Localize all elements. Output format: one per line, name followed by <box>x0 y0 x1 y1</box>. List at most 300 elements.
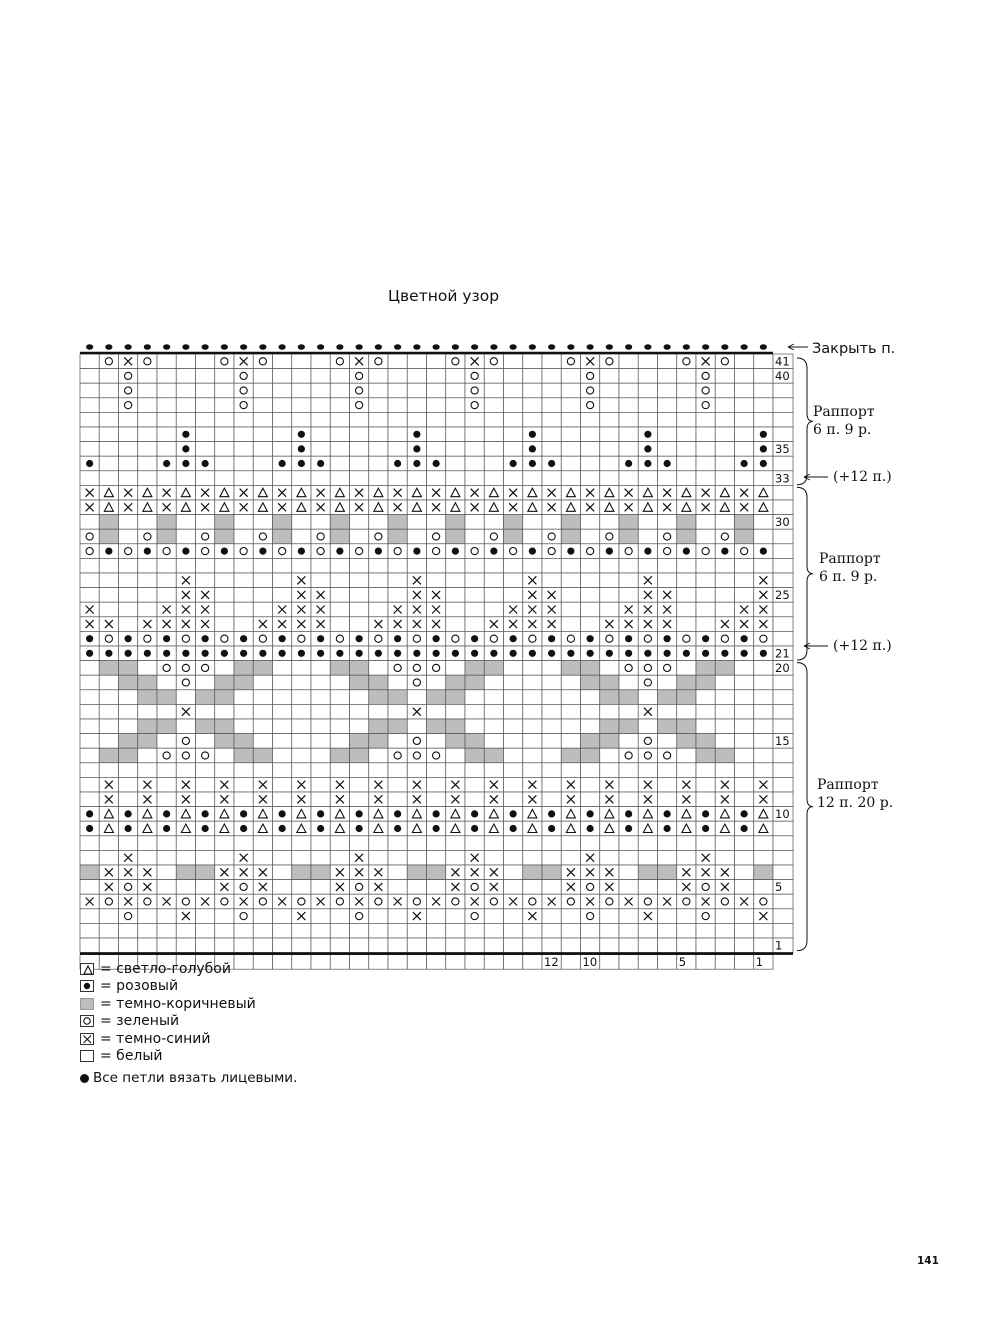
chart-cell <box>484 529 503 544</box>
chart-cell <box>196 354 215 369</box>
chart-cell <box>407 558 426 573</box>
dot-mark <box>86 810 93 817</box>
chart-cell <box>658 704 677 719</box>
dot-mark <box>356 650 363 657</box>
chart-cell <box>581 515 600 530</box>
chart-cell <box>754 354 773 369</box>
row-number-cell <box>773 675 793 690</box>
chart-cell <box>311 529 330 544</box>
chart-cell <box>253 573 272 588</box>
chart-cell <box>253 354 272 369</box>
dot-mark <box>105 548 112 555</box>
chart-cell <box>273 412 292 427</box>
bind-off-dot <box>182 344 189 350</box>
chart-cell <box>600 427 619 442</box>
bind-off-dot <box>298 344 305 350</box>
bind-off-dot <box>548 344 555 350</box>
chart-cell <box>696 938 715 953</box>
dot-mark <box>375 650 382 657</box>
chart-cell <box>715 442 734 457</box>
dot-mark <box>86 825 93 832</box>
chart-cell <box>388 515 407 530</box>
chart-cell <box>330 836 349 851</box>
chart-cell <box>735 412 754 427</box>
chart-cell <box>465 748 484 763</box>
bind-off-dot <box>86 344 93 350</box>
dot-mark <box>702 650 709 657</box>
chart-cell <box>234 573 253 588</box>
dot-mark <box>105 650 112 657</box>
chart-cell <box>484 631 503 646</box>
chart-cell <box>504 675 523 690</box>
chart-cell <box>484 894 503 909</box>
chart-cell <box>215 661 234 676</box>
chart-cell <box>484 719 503 734</box>
chart-cell <box>715 734 734 749</box>
row-number-cell <box>773 748 793 763</box>
chart-cell <box>253 675 272 690</box>
chart-cell <box>542 369 561 384</box>
chart-cell <box>581 923 600 938</box>
chart-cell <box>484 427 503 442</box>
chart-cell <box>273 763 292 778</box>
chart-cell <box>273 704 292 719</box>
chart-cell <box>638 719 657 734</box>
chart-cell <box>696 442 715 457</box>
chart-cell <box>196 544 215 559</box>
chart-cell <box>273 661 292 676</box>
chart-cell <box>677 617 696 632</box>
chart-cell <box>99 734 118 749</box>
bullet-icon <box>80 1074 89 1083</box>
chart-cell <box>542 909 561 924</box>
chart-cell <box>754 515 773 530</box>
chart-cell <box>388 850 407 865</box>
chart-cell <box>311 398 330 413</box>
chart-cell <box>658 938 677 953</box>
chart-cell <box>311 558 330 573</box>
dot-mark <box>144 548 151 555</box>
chart-cell <box>330 354 349 369</box>
chart-cell <box>407 631 426 646</box>
chart-cell <box>138 938 157 953</box>
chart-cell <box>253 398 272 413</box>
chart-cell <box>350 529 369 544</box>
chart-cell <box>157 558 176 573</box>
chart-cell <box>735 909 754 924</box>
chart-cell <box>581 442 600 457</box>
col-number-cell <box>407 955 426 970</box>
dot-mark <box>221 650 228 657</box>
chart-cell <box>465 617 484 632</box>
chart-cell <box>157 573 176 588</box>
legend-text-circle: = зеленый <box>100 1013 180 1030</box>
dot-mark <box>163 460 170 467</box>
chart-cell <box>638 734 657 749</box>
chart-cell <box>542 529 561 544</box>
chart-cell <box>350 602 369 617</box>
chart-cell <box>330 631 349 646</box>
chart-cell <box>600 675 619 690</box>
legend <box>80 960 256 1065</box>
chart-cell <box>581 369 600 384</box>
chart-cell <box>427 675 446 690</box>
chart-cell <box>523 675 542 690</box>
chart-cell <box>696 383 715 398</box>
chart-cell <box>99 894 118 909</box>
chart-cell <box>330 690 349 705</box>
dot-mark <box>356 635 363 642</box>
chart-cell <box>196 938 215 953</box>
chart-cell <box>99 836 118 851</box>
chart-cell <box>407 354 426 369</box>
chart-cell <box>638 880 657 895</box>
chart-cell <box>427 704 446 719</box>
chart-cell <box>369 938 388 953</box>
chart-cell <box>465 690 484 705</box>
chart-cell <box>234 734 253 749</box>
dot-mark <box>548 650 555 657</box>
chart-cell <box>484 354 503 369</box>
chart-cell <box>330 558 349 573</box>
chart-cell <box>350 763 369 778</box>
chart-cell <box>523 923 542 938</box>
chart-cell <box>369 704 388 719</box>
chart-cell <box>504 719 523 734</box>
chart-cell <box>581 398 600 413</box>
rapport-top-label <box>813 403 875 439</box>
dot-mark <box>182 431 189 438</box>
chart-cell <box>253 412 272 427</box>
dot-mark <box>86 460 93 467</box>
dot-mark <box>510 460 517 467</box>
chart-cell <box>696 573 715 588</box>
chart-cell <box>119 544 138 559</box>
chart-cell <box>99 763 118 778</box>
bind-off-dot <box>105 344 112 350</box>
chart-cell <box>253 704 272 719</box>
chart-cell <box>465 909 484 924</box>
chart-cell <box>658 661 677 676</box>
chart-cell <box>619 573 638 588</box>
chart-cell <box>754 734 773 749</box>
dot-mark <box>298 548 305 555</box>
chart-cell <box>735 675 754 690</box>
col-number-cell <box>369 955 388 970</box>
chart-cell <box>523 894 542 909</box>
legend-text-blank: = белый <box>100 1048 163 1065</box>
chart-cell <box>253 631 272 646</box>
chart-cell <box>273 354 292 369</box>
chart-cell <box>311 690 330 705</box>
chart-cell <box>176 865 195 880</box>
chart-cell <box>427 690 446 705</box>
chart-cell <box>80 398 99 413</box>
chart-cell <box>196 412 215 427</box>
chart-cell <box>369 894 388 909</box>
bind-off-dot <box>606 344 613 350</box>
chart-cell <box>350 792 369 807</box>
chart-cell <box>446 690 465 705</box>
dot-mark <box>413 548 420 555</box>
chart-cell <box>196 777 215 792</box>
dot-mark <box>567 650 574 657</box>
chart-cell <box>234 719 253 734</box>
chart-cell <box>138 427 157 442</box>
col-number-cell <box>253 955 272 970</box>
chart-cell <box>273 529 292 544</box>
chart-cell <box>735 777 754 792</box>
chart-cell <box>581 544 600 559</box>
chart-cell <box>581 675 600 690</box>
row-number: 30 <box>775 515 790 530</box>
chart-cell <box>638 690 657 705</box>
chart-cell <box>715 398 734 413</box>
chart-cell <box>234 792 253 807</box>
chart-cell <box>119 515 138 530</box>
bind-off-dot <box>356 344 363 350</box>
chart-cell <box>504 442 523 457</box>
chart-cell <box>465 515 484 530</box>
chart-cell <box>350 617 369 632</box>
bind-off-dot <box>587 344 594 350</box>
dot-mark <box>279 460 286 467</box>
bind-off-dot <box>760 344 767 350</box>
chart-cell <box>600 383 619 398</box>
chart-cell <box>99 383 118 398</box>
col-number-cell <box>484 955 503 970</box>
dot-mark <box>644 650 651 657</box>
chart-cell <box>735 880 754 895</box>
chart-cell <box>735 529 754 544</box>
chart-cell <box>138 471 157 486</box>
chart-cell <box>388 544 407 559</box>
chart-cell <box>196 792 215 807</box>
chart-cell <box>542 471 561 486</box>
chart-cell <box>330 675 349 690</box>
chart-cell <box>138 719 157 734</box>
chart-cell <box>80 748 99 763</box>
chart-cell <box>600 748 619 763</box>
chart-cell <box>215 909 234 924</box>
dot-mark <box>202 650 209 657</box>
dot-mark <box>741 810 748 817</box>
chart-cell <box>407 529 426 544</box>
chart-cell <box>99 369 118 384</box>
chart-cell <box>253 748 272 763</box>
chart-cell <box>157 427 176 442</box>
chart-cell <box>735 836 754 851</box>
chart-cell <box>330 588 349 603</box>
chart-cell <box>677 748 696 763</box>
chart-cell <box>581 719 600 734</box>
chart-cell <box>99 923 118 938</box>
chart-cell <box>80 675 99 690</box>
dot-mark <box>240 825 247 832</box>
chart-cell <box>369 602 388 617</box>
chart-cell <box>234 529 253 544</box>
chart-cell <box>542 850 561 865</box>
bind-off-dot <box>259 344 266 350</box>
row-number-cell <box>773 777 793 792</box>
chart-cell <box>80 690 99 705</box>
chart-cell <box>561 748 580 763</box>
chart-cell <box>388 398 407 413</box>
chart-cell <box>561 412 580 427</box>
chart-cell <box>253 938 272 953</box>
chart-cell <box>600 690 619 705</box>
chart-cell <box>561 909 580 924</box>
dot-mark <box>625 635 632 642</box>
chart-cell <box>157 369 176 384</box>
chart-cell <box>157 675 176 690</box>
chart-cell <box>215 734 234 749</box>
chart-cell <box>292 354 311 369</box>
chart-cell <box>330 515 349 530</box>
chart-cell <box>119 529 138 544</box>
chart-cell <box>754 558 773 573</box>
chart-cell <box>138 894 157 909</box>
chart-cell <box>99 675 118 690</box>
chart-cell <box>196 515 215 530</box>
chart-cell <box>600 471 619 486</box>
chart-cell <box>292 383 311 398</box>
dot-mark <box>125 825 132 832</box>
row-number-cell <box>773 909 793 924</box>
chart-cell <box>715 515 734 530</box>
chart-cell <box>119 558 138 573</box>
chart-cell <box>427 354 446 369</box>
chart-cell <box>119 923 138 938</box>
dot-mark <box>625 810 632 817</box>
chart-cell <box>581 529 600 544</box>
chart-cell <box>215 412 234 427</box>
row-number: 35 <box>775 442 790 457</box>
chart-cell <box>446 836 465 851</box>
col-number-cell <box>638 955 657 970</box>
dot-mark <box>664 810 671 817</box>
chart-cell <box>80 544 99 559</box>
chart-cell <box>215 383 234 398</box>
note-text: Все петли вязать лицевыми. <box>93 1070 298 1086</box>
chart-cell <box>80 909 99 924</box>
dot-mark <box>317 460 324 467</box>
chart-cell <box>735 734 754 749</box>
chart-cell <box>80 792 99 807</box>
chart-cell <box>427 777 446 792</box>
dot-mark <box>433 460 440 467</box>
row-number-cell <box>773 792 793 807</box>
chart-cell <box>176 558 195 573</box>
chart-cell <box>196 471 215 486</box>
chart-cell <box>157 923 176 938</box>
chart-cell <box>176 369 195 384</box>
chart-cell <box>715 719 734 734</box>
col-number-cell <box>350 955 369 970</box>
chart-cell <box>677 661 696 676</box>
dot-mark <box>298 650 305 657</box>
dot-mark <box>567 548 574 555</box>
chart-cell <box>696 588 715 603</box>
chart-cell <box>446 617 465 632</box>
chart-cell <box>350 456 369 471</box>
chart-cell <box>369 558 388 573</box>
chart-cell <box>119 734 138 749</box>
dot-mark <box>510 810 517 817</box>
chart-cell <box>715 631 734 646</box>
chart-cell <box>119 836 138 851</box>
bind-off-dot <box>625 344 632 350</box>
chart-cell <box>619 383 638 398</box>
chart-cell <box>465 471 484 486</box>
chart-cell <box>465 923 484 938</box>
chart-cell <box>677 558 696 573</box>
chart-cell <box>523 748 542 763</box>
chart-cell <box>388 690 407 705</box>
dot-mark <box>202 810 209 817</box>
chart-cell <box>696 880 715 895</box>
chart-cell <box>388 369 407 384</box>
col-number-cell <box>600 955 619 970</box>
rapport-top-line1: Раппорт <box>813 404 875 420</box>
chart-cell <box>292 515 311 530</box>
chart-cell <box>427 792 446 807</box>
chart-cell <box>292 558 311 573</box>
chart-cell <box>446 719 465 734</box>
dot-mark <box>606 650 613 657</box>
chart-cell <box>119 588 138 603</box>
chart-cell <box>99 456 118 471</box>
chart-cell <box>600 631 619 646</box>
chart-cell <box>369 369 388 384</box>
chart-cell <box>465 398 484 413</box>
chart-cell <box>542 544 561 559</box>
dot-mark <box>394 650 401 657</box>
chart-cell <box>677 690 696 705</box>
chart-cell <box>465 777 484 792</box>
chart-cell <box>350 880 369 895</box>
chart-cell <box>504 354 523 369</box>
chart-cell <box>638 354 657 369</box>
bind-off-dot <box>394 344 401 350</box>
chart-cell <box>754 719 773 734</box>
dot-mark <box>433 650 440 657</box>
chart-cell <box>677 529 696 544</box>
chart-cell <box>119 938 138 953</box>
col-number-cell <box>427 955 446 970</box>
dot-mark <box>452 650 459 657</box>
chart-cell <box>658 734 677 749</box>
chart-cell <box>465 442 484 457</box>
legend-text-triangle: = светло-голубой <box>100 960 231 977</box>
dot-mark <box>317 635 324 642</box>
chart-cell <box>330 427 349 442</box>
chart-cell <box>196 763 215 778</box>
chart-cell <box>407 675 426 690</box>
chart-cell <box>581 471 600 486</box>
chart-cell <box>157 588 176 603</box>
chart-cell <box>253 471 272 486</box>
chart-cell <box>215 398 234 413</box>
chart-cell <box>369 763 388 778</box>
chart-cell <box>542 763 561 778</box>
chart-cell <box>561 617 580 632</box>
col-number-cell <box>311 955 330 970</box>
chart-cell <box>330 529 349 544</box>
chart-cell <box>176 923 195 938</box>
chart-cell <box>234 661 253 676</box>
chart-cell <box>735 369 754 384</box>
